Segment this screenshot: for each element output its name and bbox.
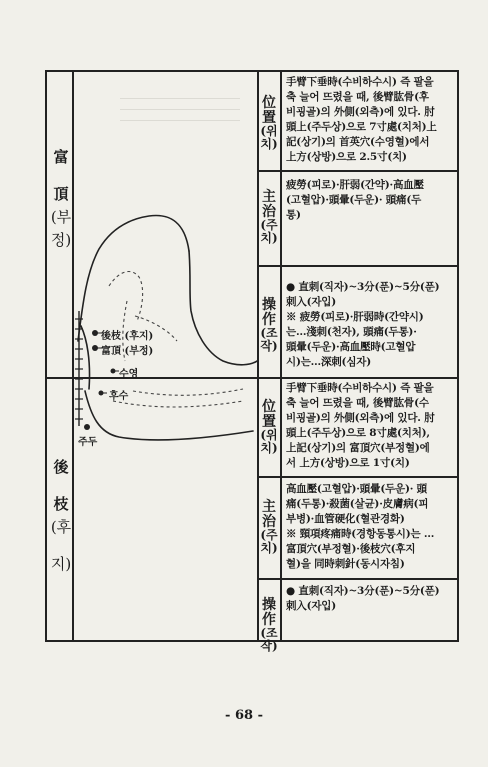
text-line: 비굉골)의 外側(외측)에 있다. 肘 bbox=[286, 412, 435, 424]
text-line: ● 直刺(직자)~3分(푼)~5分(푼) bbox=[286, 585, 440, 597]
text-line: 는…淺刺(천자), 頭痛(두통)· bbox=[286, 326, 417, 338]
label-char: 作 bbox=[262, 311, 276, 328]
label-char: (주 bbox=[260, 218, 278, 233]
label-char: 置 bbox=[262, 109, 276, 126]
page-number: - 68 - bbox=[225, 708, 263, 723]
hueji-position-text bbox=[286, 381, 435, 471]
title-char: 頂 bbox=[53, 185, 69, 203]
label-char: 치) bbox=[260, 136, 278, 151]
cell-divider-1 bbox=[257, 170, 459, 172]
text-line: 上記(상기)의 富頂穴(부정혈)에 bbox=[286, 442, 430, 454]
label-hueji: 後枝 (후지) bbox=[101, 331, 154, 342]
label-char: 治 bbox=[262, 203, 276, 220]
label-char: 位 bbox=[262, 399, 276, 415]
text-line: 통) bbox=[286, 209, 301, 221]
label-char: 操 bbox=[262, 297, 276, 313]
label-char: 置 bbox=[262, 413, 276, 430]
label-indication-hueji bbox=[256, 500, 282, 555]
label-char: 操 bbox=[262, 597, 276, 613]
label-char: 作 bbox=[262, 611, 276, 628]
text-line: 시)는…深刺(심자) bbox=[286, 356, 371, 368]
text-line: 刺入(자입) bbox=[286, 600, 337, 612]
text-line: 手臂下垂時(수비하수시) 즉 팔을 bbox=[286, 382, 434, 394]
cell-divider-4 bbox=[257, 578, 459, 580]
label-char: (조 bbox=[260, 626, 278, 641]
title-char: 富 bbox=[53, 148, 69, 166]
text-line: ※ 頸項疼痛時(경항동통시)는 … bbox=[286, 528, 435, 540]
label-char: (위 bbox=[260, 428, 278, 443]
title-char: 枝 bbox=[53, 495, 69, 513]
title-char: 지) bbox=[50, 555, 72, 573]
label-position-fubu bbox=[256, 96, 282, 151]
text-line: ※ 疲勞(피로)·肝弱時(간약시) bbox=[286, 311, 424, 323]
hueji-indication-text bbox=[286, 482, 434, 572]
text-line: (고혈압)·頭暈(두운)· 頭痛(두 bbox=[286, 194, 422, 206]
text-line: 축 늘어 뜨렸을 때, 後臂肱骨(후 bbox=[286, 91, 429, 103]
label-char: 작) bbox=[260, 638, 278, 653]
label-char: (주 bbox=[260, 528, 278, 543]
arm-illustration bbox=[73, 71, 257, 476]
text-line: 혈)을 同時刺針(동시자침) bbox=[286, 558, 405, 570]
text-line: 頭上(주두상)으로 7寸處(치처)上 bbox=[286, 121, 437, 133]
text-line: 高血壓(고혈압)·頭暈(두운)· 頭 bbox=[286, 483, 427, 495]
label-char: (위 bbox=[260, 124, 278, 139]
label-char: 치) bbox=[260, 440, 278, 455]
text-line: 記(상기)의 首英穴(수영혈)에서 bbox=[286, 136, 430, 148]
label-char: (조 bbox=[260, 326, 278, 341]
label-suyeong: 수영 bbox=[119, 369, 139, 380]
text-line: 上方(상방)으로 2.5寸(치) bbox=[286, 151, 407, 163]
text-line: 刺入(자입) bbox=[286, 296, 337, 308]
cell-divider-2 bbox=[257, 265, 459, 267]
fubu-operation-text bbox=[286, 280, 439, 370]
label-char: 작) bbox=[260, 338, 278, 353]
text-line: ● 直刺(직자)~3分(푼)~5分(푼) bbox=[286, 281, 440, 293]
cell-divider-3 bbox=[257, 476, 459, 478]
point-title-hueji bbox=[50, 460, 72, 572]
label-column-left-border bbox=[257, 70, 259, 642]
text-line: 富頂穴(부정혈)·後枝穴(후지 bbox=[286, 543, 416, 555]
title-char: 정) bbox=[50, 231, 72, 249]
fubu-indication-text bbox=[286, 178, 424, 223]
point-title-fubu bbox=[50, 150, 72, 248]
text-line: 手臂下垂時(수비하수시) 즉 팔을 bbox=[286, 76, 434, 88]
text-line: 頭上(주두상)으로 8寸處(치처), bbox=[286, 427, 430, 439]
text-line: 축 늘어 뜨렸을 때, 後臂肱骨(수 bbox=[286, 397, 429, 409]
title-char: (부 bbox=[50, 208, 72, 226]
label-char: 位 bbox=[262, 95, 276, 111]
label-position-hueji bbox=[256, 400, 282, 455]
label-operation-fubu bbox=[256, 298, 282, 353]
title-char: 後 bbox=[53, 458, 69, 476]
text-line: 서 上方(상방)으로 1寸(치) bbox=[286, 457, 410, 469]
label-judu: 주두 bbox=[78, 437, 98, 448]
label-char: 主 bbox=[262, 189, 276, 205]
label-char: 主 bbox=[262, 499, 276, 515]
text-line: 痛(두통)·殺菌(살균)·皮膚病(피 bbox=[286, 498, 429, 510]
text-line: 疲勞(피로)·肝弱(간약)·高血壓 bbox=[286, 179, 424, 191]
label-char: 治 bbox=[262, 513, 276, 530]
title-char: (후 bbox=[50, 518, 72, 536]
label-column-right-border bbox=[280, 70, 282, 642]
text-line: 부병)·血管硬化(혈관경화) bbox=[286, 513, 405, 525]
text-line: 頭暈(두운)·高血壓時(고혈압 bbox=[286, 341, 416, 353]
fubu-position-text bbox=[286, 75, 437, 165]
hueji-operation-text bbox=[286, 584, 439, 614]
text-line: 비굉골)의 外側(외측)에 있다. 肘 bbox=[286, 106, 435, 118]
label-husu: 후수 bbox=[109, 391, 129, 402]
label-char: 치) bbox=[260, 230, 278, 245]
label-fubu: 富頂 (부정) bbox=[101, 346, 154, 357]
label-char: 치) bbox=[260, 540, 278, 555]
label-operation-hueji bbox=[256, 598, 282, 653]
label-indication-fubu bbox=[256, 190, 282, 245]
